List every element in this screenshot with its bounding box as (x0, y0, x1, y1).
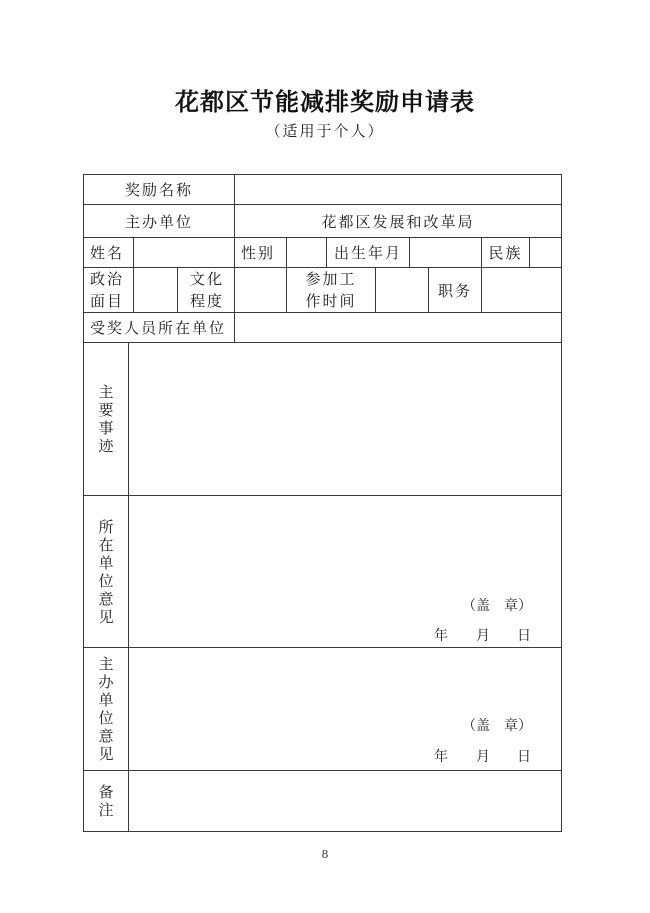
organizer-opinion-month: 月 (476, 749, 490, 765)
work-start-label (286, 267, 376, 313)
main-deeds-field[interactable] (128, 342, 562, 496)
unit-opinion-year: 年 (434, 628, 448, 644)
label-char: 单 (98, 691, 114, 709)
position-field[interactable] (481, 267, 562, 313)
form-subtitle: （适用于个人） (265, 122, 385, 140)
organizer-opinion-year: 年 (434, 749, 448, 765)
unit-opinion-field[interactable] (128, 495, 562, 648)
organizer-opinion-seal: （盖 章） (462, 718, 532, 734)
label-char: 注 (98, 801, 114, 819)
birth-field[interactable] (409, 237, 482, 268)
work-start-label-line2: 作时间 (305, 292, 357, 310)
page-number: 8 (321, 848, 329, 861)
birth-label: 出生年月 (326, 237, 410, 268)
political-label-line2: 面目 (90, 292, 125, 310)
label-char: 要 (98, 401, 114, 419)
political-field[interactable] (133, 267, 178, 313)
organizer-opinion-field[interactable] (128, 647, 562, 771)
label-char: 单 (98, 553, 114, 572)
organizer-opinion-label (83, 647, 129, 771)
label-char: 迹 (98, 437, 114, 455)
remarks-field[interactable] (128, 770, 562, 832)
label-char: 所 (98, 517, 114, 536)
award-name-field[interactable] (234, 174, 562, 205)
position-label: 职务 (428, 267, 482, 313)
ethnicity-label: 民族 (481, 237, 530, 268)
label-char: 位 (98, 571, 114, 590)
label-char: 主 (98, 383, 114, 401)
form-title: 花都区节能减排奖励申请表 (175, 88, 475, 116)
organizer-value: 花都区发展和改革局 (234, 204, 562, 238)
remarks-label (83, 770, 129, 832)
gender-label: 性别 (234, 237, 287, 268)
education-label (177, 267, 235, 313)
label-char: 备 (98, 783, 114, 801)
political-label-line1: 政治 (90, 270, 125, 288)
label-char: 见 (98, 745, 114, 763)
label-char: 意 (98, 727, 114, 745)
label-char: 在 (98, 535, 114, 554)
work-unit-field[interactable] (234, 312, 562, 343)
unit-opinion-label (83, 495, 129, 648)
name-label: 姓名 (83, 237, 134, 268)
education-field[interactable] (234, 267, 287, 313)
gender-field[interactable] (286, 237, 327, 268)
ethnicity-field[interactable] (529, 237, 562, 268)
work-unit-label: 受奖人员所在单位 (83, 312, 235, 343)
education-label-line1: 文化 (189, 270, 224, 288)
name-field[interactable] (133, 237, 235, 268)
award-name-label: 奖励名称 (83, 174, 235, 205)
education-label-line2: 程度 (189, 292, 224, 310)
main-deeds-label (83, 342, 129, 496)
unit-opinion-month: 月 (476, 628, 490, 644)
label-char: 办 (98, 673, 114, 691)
unit-opinion-seal: （盖 章） (462, 598, 532, 614)
organizer-opinion-day: 日 (517, 749, 531, 765)
political-label (83, 267, 134, 313)
label-char: 事 (98, 419, 114, 437)
label-char: 位 (98, 709, 114, 727)
work-start-label-line1: 参加工 (305, 270, 357, 288)
work-start-field[interactable] (375, 267, 429, 313)
label-char: 主 (98, 655, 114, 673)
label-char: 意 (98, 589, 114, 608)
label-char: 见 (98, 607, 114, 626)
unit-opinion-day: 日 (517, 628, 531, 644)
organizer-label: 主办单位 (83, 204, 235, 238)
